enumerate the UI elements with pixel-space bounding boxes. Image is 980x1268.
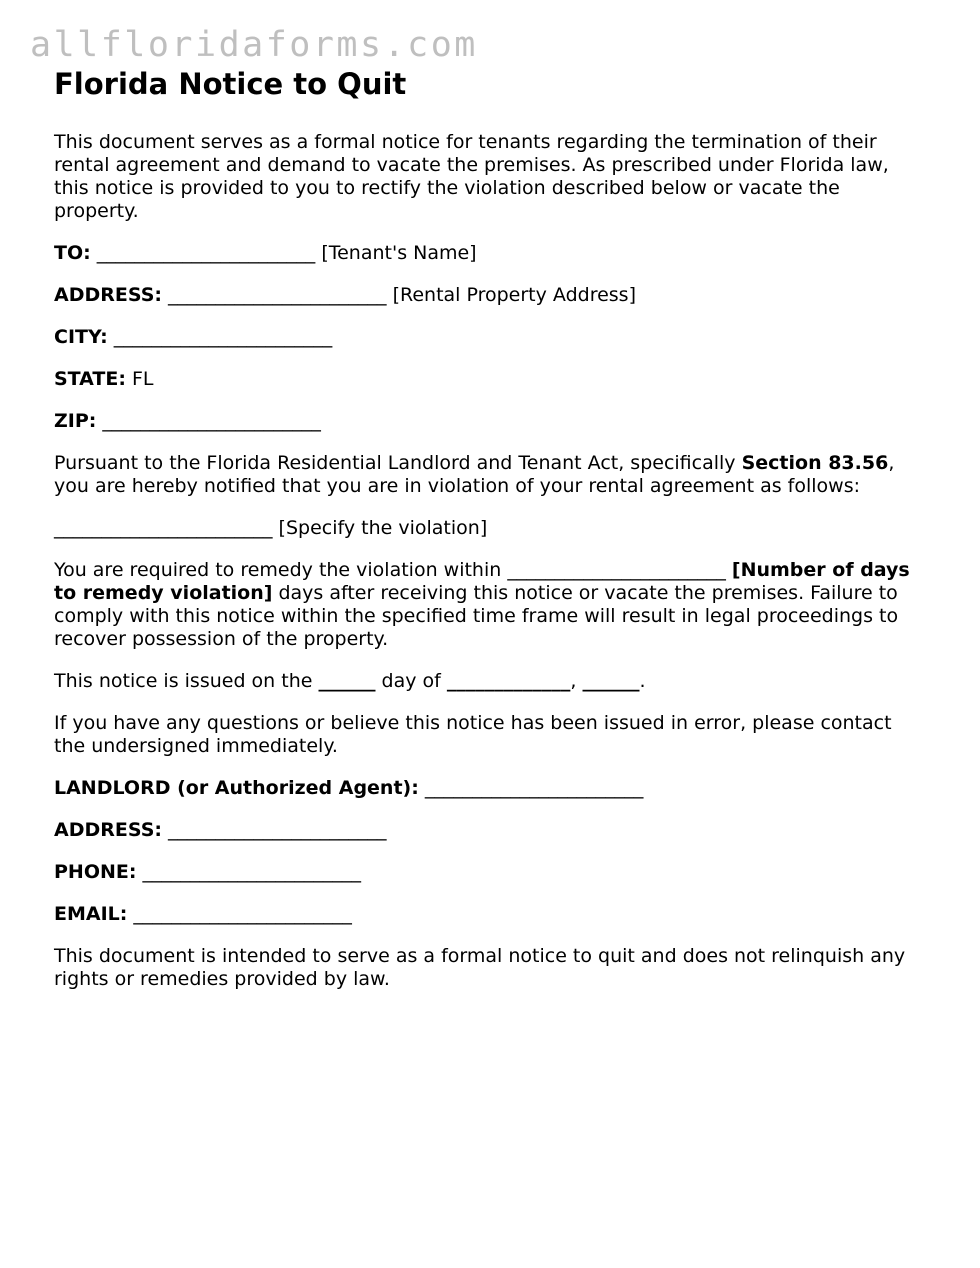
section-reference: Section 83.56 <box>741 452 889 474</box>
day-blank: ______ <box>318 670 376 692</box>
questions-paragraph: If you have any questions or believe this notice has been issued in error, please contact the undersigned immediately. <box>54 712 892 757</box>
disclaimer-paragraph: This document is intended to serve as a formal notice to quit and does not relinquish any rights or remedies provided by law. <box>54 945 906 990</box>
violation-line <box>54 517 924 540</box>
blank-line: _______________________ <box>168 819 387 841</box>
blank-line: _______________________ <box>133 903 352 925</box>
issued-text-middle: day of <box>375 670 447 692</box>
pursuant-paragraph <box>54 452 924 498</box>
blank-line: _______________________ <box>507 559 726 581</box>
landlord-address-field <box>54 819 924 842</box>
watermark: allfloridaforms.com <box>30 25 478 65</box>
landlord-email-field <box>54 903 924 926</box>
field-label: TO: <box>54 242 91 264</box>
page-title: Florida Notice to Quit <box>54 67 407 101</box>
pursuant-text: Pursuant to the Florida Residential Landlord and Tenant Act, specifically <box>54 452 742 474</box>
issued-comma: , <box>570 670 583 692</box>
remedy-hint: [Number of days to remedy violation] <box>54 559 910 604</box>
field-hint: [Rental Property Address] <box>392 284 636 306</box>
pursuant-text-end: , you are hereby notified that you are in violation of your rental agreement as follows: <box>54 452 895 497</box>
field-state <box>54 368 924 391</box>
field-label: ADDRESS: <box>54 819 162 841</box>
field-label: STATE: <box>54 368 126 390</box>
field-label: LANDLORD (or Authorized Agent): <box>54 777 419 799</box>
field-label: EMAIL: <box>54 903 128 925</box>
landlord-name-field <box>54 777 924 800</box>
field-hint: [Tenant's Name] <box>321 242 477 264</box>
blank-line: _______________________ <box>102 410 321 432</box>
month-blank: _____________ <box>446 670 571 692</box>
field-to <box>54 242 924 265</box>
issued-end: . <box>639 670 646 692</box>
field-label: ADDRESS: <box>54 284 162 306</box>
blank-line: _______________________ <box>168 284 387 306</box>
field-city <box>54 326 924 349</box>
field-hint: [Specify the violation] <box>278 517 488 539</box>
field-address <box>54 284 924 307</box>
remedy-text-end: days after receiving this notice or vacate the premises. Failure to comply with this notice within the specified time frame will result in legal proceedings to recover possession of the property. <box>54 582 899 650</box>
blank-line: _______________________ <box>113 326 333 348</box>
field-label: ZIP: <box>54 410 97 432</box>
field-value: FL <box>131 368 154 390</box>
field-zip <box>54 410 924 433</box>
landlord-phone-field <box>54 861 924 884</box>
blank-line: _______________________ <box>424 777 644 799</box>
blank-line: _______________________ <box>96 242 316 264</box>
issued-line <box>54 670 924 693</box>
year-blank: ______ <box>582 670 640 692</box>
blank-line: _______________________ <box>142 861 362 883</box>
remedy-paragraph <box>54 559 924 651</box>
field-label: PHONE: <box>54 861 137 883</box>
field-label: CITY: <box>54 326 108 348</box>
intro-paragraph: This document serves as a formal notice for tenants regarding the termination of their rental agreement and demand to vacate the premises. As prescribed under Florida law, this notice is provided to you to rectify the violation described below or vacate the property. <box>54 131 889 222</box>
blank-line: _______________________ <box>54 517 273 539</box>
remedy-text: You are required to remedy the violation within <box>54 559 508 581</box>
document-page <box>54 66 924 1010</box>
issued-text: This notice is issued on the <box>54 670 319 692</box>
